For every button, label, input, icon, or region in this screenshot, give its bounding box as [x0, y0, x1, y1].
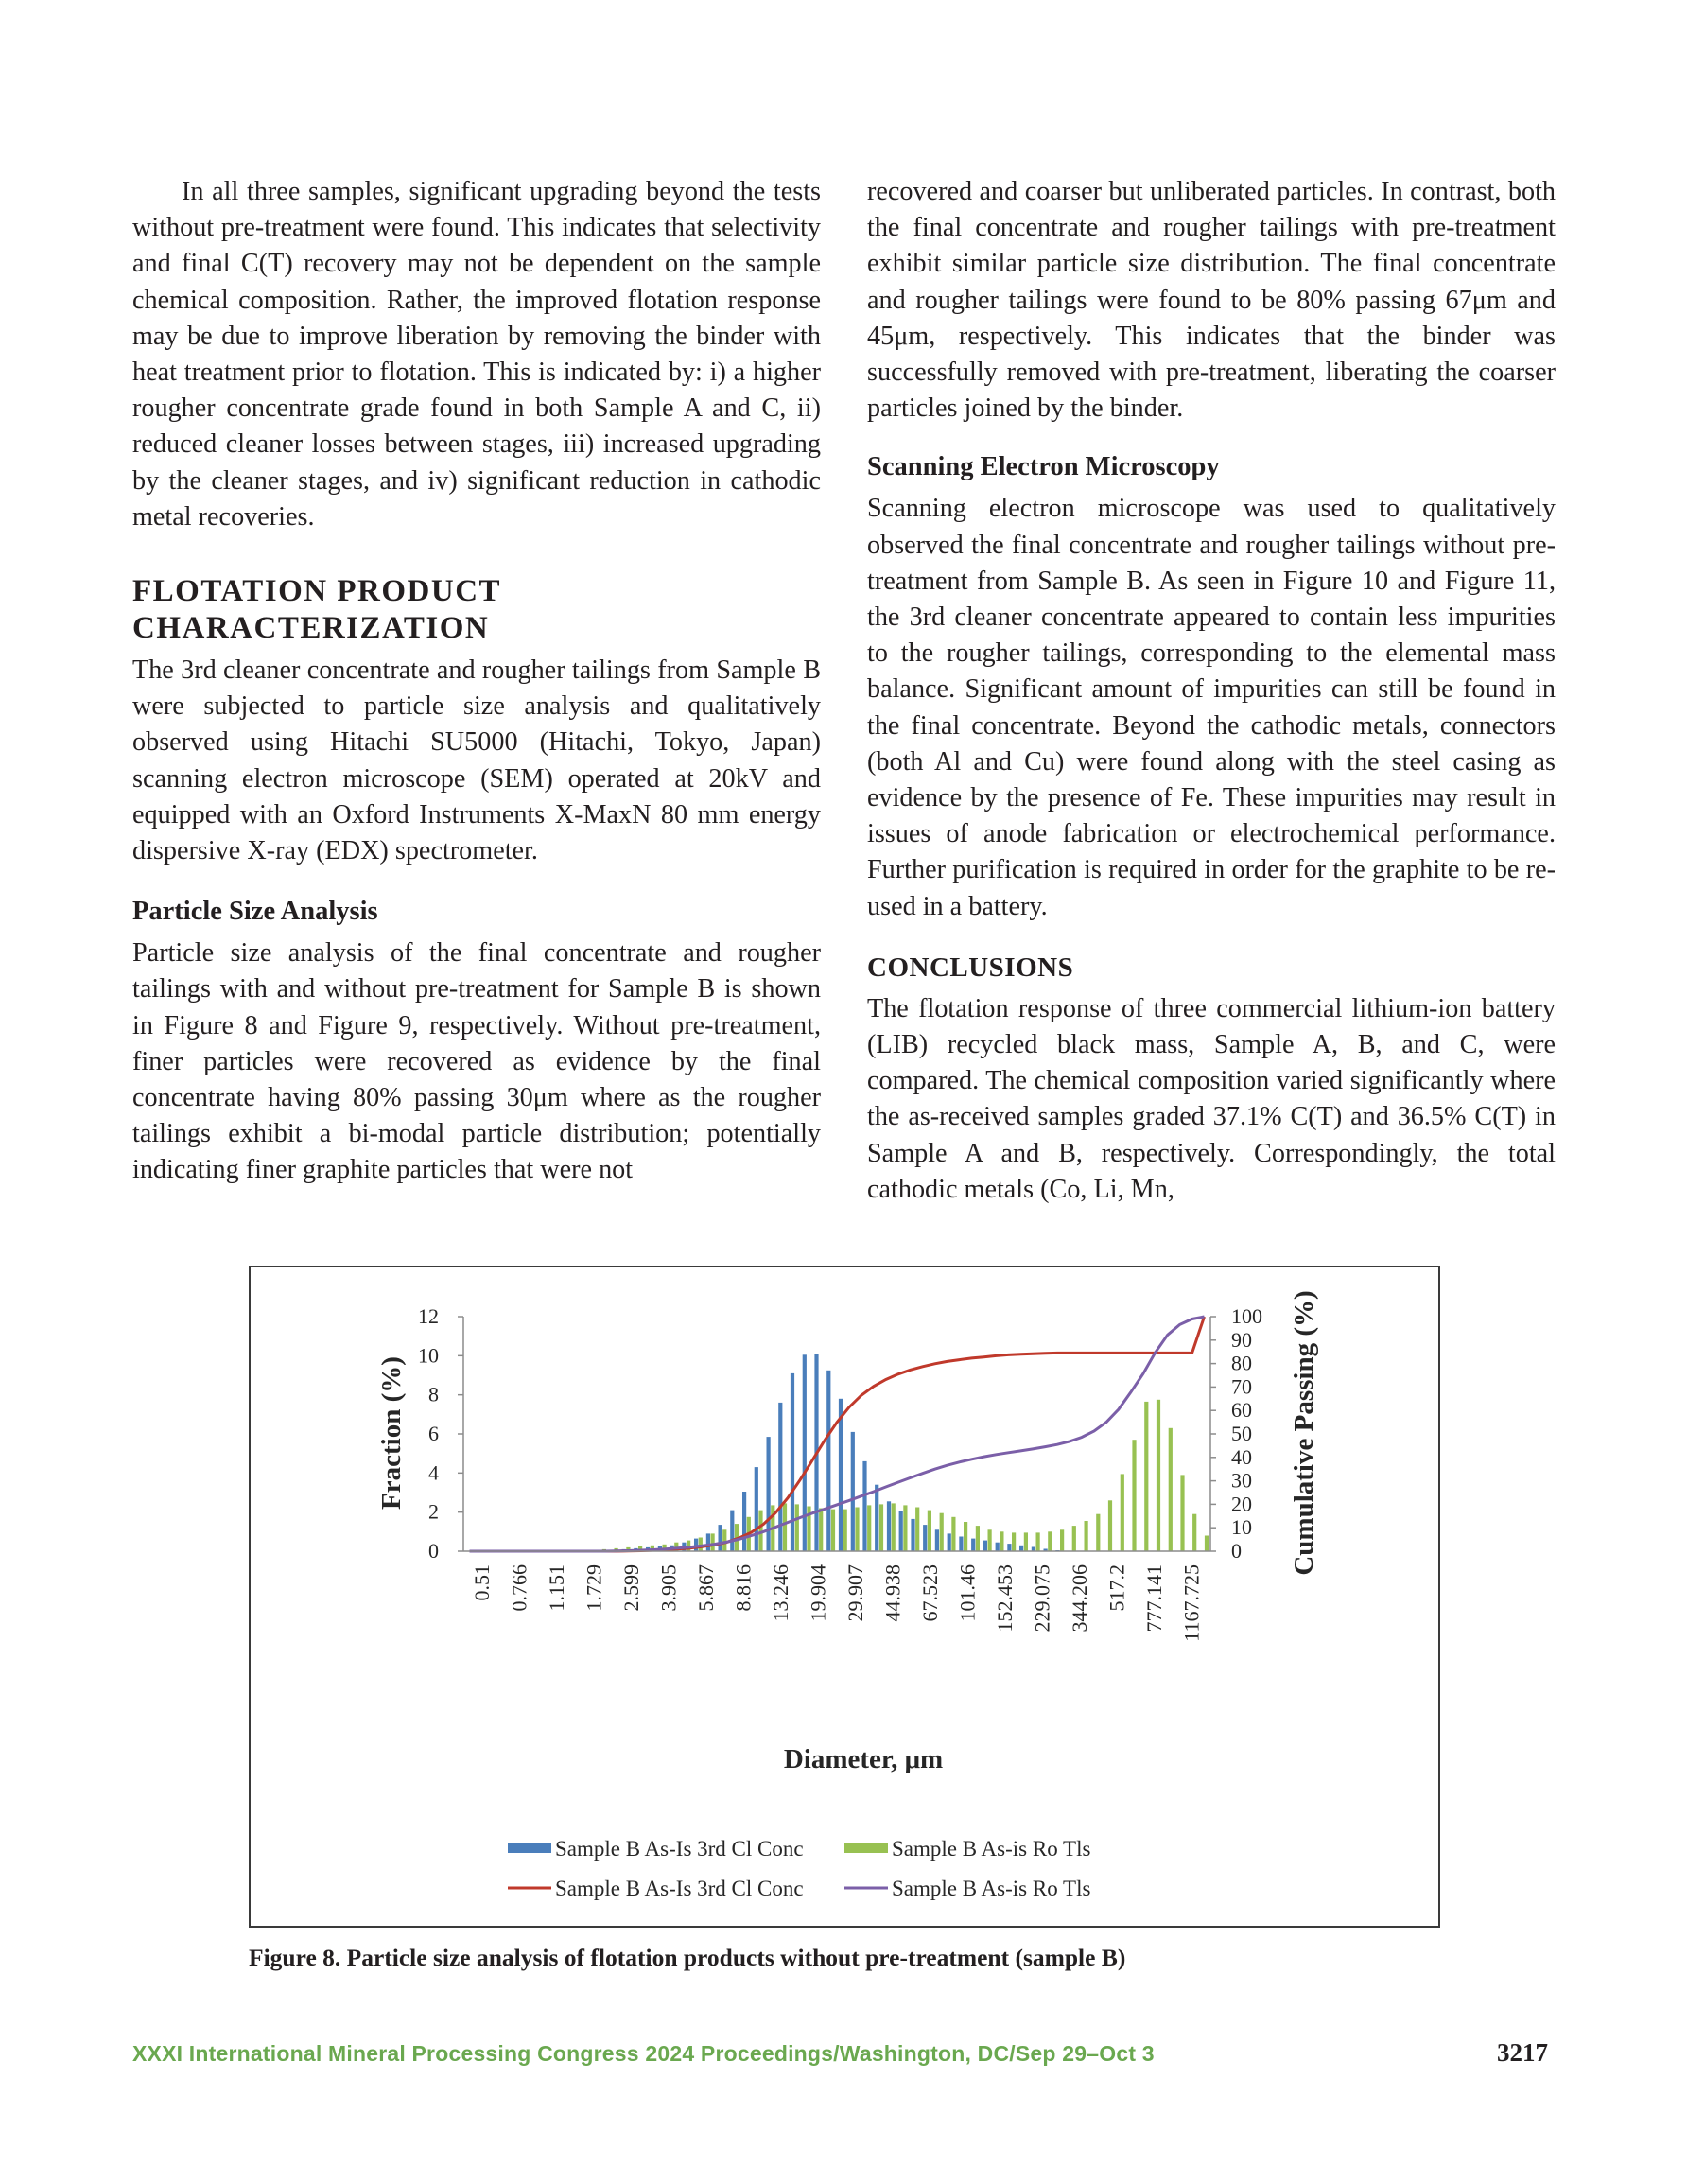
tls-fraction-bar: [1000, 1531, 1003, 1551]
y-tick-label: 4: [428, 1460, 439, 1485]
tls-fraction-bar: [867, 1505, 871, 1551]
tls-fraction-bar: [1132, 1440, 1136, 1551]
y2-tick-label: 70: [1231, 1374, 1252, 1399]
y-tick-label: 6: [428, 1422, 439, 1445]
tls-fraction-bar: [1096, 1514, 1100, 1551]
legend-label: Sample B As-Is 3rd Cl Conc: [555, 1837, 804, 1861]
legend-swatch: [844, 1843, 888, 1853]
tls-fraction-bar: [879, 1504, 883, 1551]
y-tick-label: 10: [418, 1343, 439, 1368]
section-heading-line1: FLOTATION PRODUCT: [132, 574, 502, 609]
x-tick-label: 1.151: [544, 1564, 568, 1612]
section-heading: [132, 573, 821, 647]
legend-label: Sample B As-is Ro Tls: [892, 1877, 1091, 1900]
tls-fraction-bar: [1205, 1536, 1209, 1552]
x-tick-label: 19.904: [806, 1564, 830, 1622]
tls-fraction-bar: [964, 1522, 967, 1551]
legend-swatch: [508, 1843, 551, 1853]
y2-tick-label: 30: [1231, 1468, 1252, 1493]
conc-fraction-bar: [935, 1529, 939, 1551]
left-column: [132, 174, 821, 1189]
x-tick-label: 5.867: [693, 1564, 718, 1612]
x-tick-label: 1167.725: [1179, 1564, 1204, 1642]
section-heading-line2: CHARACTERIZATION: [132, 611, 490, 646]
x-tick-label: 3.905: [656, 1564, 681, 1612]
tls-fraction-bar: [892, 1503, 896, 1551]
figure-caption: Figure 8. Particle size analysis of flotation products without pre-treatment (sample B): [249, 1944, 1126, 1971]
conc-fraction-bar: [971, 1539, 975, 1551]
conclusions-heading: CONCLUSIONS: [867, 952, 1074, 983]
tls-fraction-bar: [1108, 1500, 1112, 1551]
x-tick-label: 8.816: [731, 1564, 756, 1612]
tls-fraction-bar: [1085, 1521, 1088, 1551]
tls-fraction-bar: [1012, 1532, 1016, 1551]
y2-tick-label: 40: [1231, 1444, 1252, 1469]
tls-fraction-bar: [1036, 1532, 1040, 1551]
conc-cumulative-line: [470, 1317, 1205, 1551]
x-tick-label: 2.599: [618, 1564, 643, 1612]
tls-fraction-bar: [1072, 1526, 1076, 1551]
tls-fraction-bar: [951, 1517, 955, 1551]
tls-fraction-bar: [940, 1513, 944, 1551]
body-paragraph: recovered and coarser but unliberated particles. In contrast, both the final concentrate and rougher tailings with pre-treatment exhibit similar particle size distribution. The final concentrate and rougher tailings were found to be 80% passing 67μm and 45μm, respectively. This indicates that the binder was successfully removed with pre-treatment, liberating the coarser particles joined by the binder.: [867, 177, 1556, 424]
conc-fraction-bar: [996, 1543, 1000, 1551]
y2-axis-title: Cumulative Passing (%): [1289, 1290, 1319, 1576]
tls-fraction-bar: [699, 1538, 703, 1552]
x-tick-label: 101.46: [955, 1564, 980, 1622]
tls-fraction-bar: [928, 1511, 931, 1551]
tls-fraction-bar: [1157, 1400, 1160, 1551]
tls-fraction-bar: [1060, 1529, 1064, 1551]
right-column: [867, 174, 1556, 1208]
x-tick-label: 777.141: [1141, 1564, 1166, 1633]
tls-fraction-bar: [976, 1526, 980, 1551]
x-tick-label: 67.523: [917, 1564, 942, 1622]
y-tick-label: 12: [418, 1304, 439, 1328]
x-axis-title: Diameter, μm: [783, 1744, 944, 1774]
tls-fraction-bar: [831, 1510, 835, 1551]
body-paragraph: The flotation response of three commercial lithium-ion battery (LIB) recycled black mass, Sample A, B, and C, were compared. The chemical composition varied significantly where the as-received samples graded 37.1% C(T) and 36.5% C(T) in Sample A and B, respectively. Correspondingly, the total cathodic metals (Co, Li, Mn,: [867, 993, 1556, 1204]
conc-fraction-bar: [826, 1371, 830, 1551]
tls-fraction-bar: [1192, 1514, 1196, 1551]
tls-fraction-bar: [855, 1508, 859, 1552]
x-tick-label: 517.2: [1104, 1564, 1129, 1612]
conc-fraction-bar: [778, 1403, 782, 1551]
x-tick-label: 0.51: [469, 1564, 494, 1601]
page-number: 3217: [1497, 2038, 1548, 2067]
x-tick-label: 13.246: [768, 1564, 792, 1622]
figure-chart: [249, 1266, 1440, 1928]
tls-fraction-bar: [988, 1529, 992, 1551]
tls-fraction-bar: [819, 1509, 823, 1552]
conc-fraction-bar: [730, 1511, 734, 1551]
conc-fraction-bar: [791, 1373, 794, 1551]
tls-fraction-bar: [711, 1533, 715, 1551]
body-paragraph: In all three samples, significant upgrading beyond the tests without pre-treatment were found. This indicates that selectivity and final C(T) recovery may not be dependent on the sample chemical composition. Rather, the improved flotation response may be due to improve liberation by removing the binder with heat treatment prior to flotation. This is indicated by: i) a higher rougher concentrate grade found in both Sample A and C, ii) reduced cleaner losses between stages, iii) increased upgrading by the cleaner stages, and iv) significant reduction in cathodic metal recoveries.: [132, 177, 821, 532]
tls-fraction-bar: [1169, 1428, 1173, 1551]
tls-fraction-bar: [1121, 1474, 1124, 1551]
x-tick-label: 29.907: [843, 1564, 867, 1622]
tls-fraction-bar: [844, 1510, 847, 1551]
body-paragraph: Particle size analysis of the final concentrate and rougher tailings with and without pre-treatment for Sample B is shown in Figure 8 and Figure 9, respectively. Without pre-treatment, finer particles were recovered as evidence by the final concentrate having 80% passing 30μm where as the rougher tailings exhibit a bi-modal particle distribution; potentially indicating finer graphite particles that were not: [132, 938, 821, 1185]
y2-tick-label: 100: [1231, 1304, 1262, 1328]
conc-fraction-bar: [706, 1533, 710, 1551]
conc-fraction-bar: [719, 1525, 722, 1551]
tls-fraction-bar: [903, 1505, 907, 1551]
conc-fraction-bar: [755, 1467, 758, 1551]
x-tick-label: 344.206: [1067, 1564, 1091, 1633]
x-tick-label: 229.075: [1030, 1564, 1054, 1633]
conc-fraction-bar: [911, 1519, 914, 1551]
y2-tick-label: 80: [1231, 1351, 1252, 1375]
conc-fraction-bar: [767, 1437, 771, 1551]
y-tick-label: 8: [428, 1382, 439, 1406]
body-paragraph: Scanning electron microscope was used to qualitatively observed the final concentrate and rougher tailings without pre-treatment from Sample B. As seen in Figure 10 and Figure 11, the 3rd cleaner concentrate appeared to contain less impurities to the rougher tailings, corresponding to the elemental mass balance. Significant amount of impurities can still be found in the final concentrate. Beyond the cathodic metals, connectors (both Al and Cu) were found along with the steel casing as evidence by the presence of Fe. These impurities may result in issues of anode fabrication or electrochemical performance. Further purification is required in order for the graphite to be re-used in a battery.: [867, 494, 1556, 921]
tls-fraction-bar: [1024, 1532, 1028, 1551]
tls-fraction-bar: [1180, 1475, 1184, 1551]
y-tick-label: 2: [428, 1499, 439, 1524]
subsection-heading: Particle Size Analysis: [132, 897, 378, 927]
conc-fraction-bar: [1007, 1544, 1011, 1551]
x-tick-label: 152.453: [992, 1564, 1017, 1633]
conc-fraction-bar: [742, 1492, 746, 1551]
y2-tick-label: 50: [1231, 1422, 1252, 1445]
y-axis-title: Fraction (%): [376, 1356, 407, 1510]
legend-label: Sample B As-Is 3rd Cl Conc: [555, 1877, 804, 1900]
legend-label: Sample B As-is Ro Tls: [892, 1837, 1091, 1861]
y-tick-label: 0: [428, 1539, 439, 1563]
y2-tick-label: 20: [1231, 1492, 1252, 1516]
conc-fraction-bar: [803, 1354, 807, 1551]
conc-fraction-bar: [887, 1501, 891, 1551]
conc-fraction-bar: [983, 1541, 987, 1551]
x-tick-label: 1.729: [582, 1564, 606, 1612]
conc-fraction-bar: [851, 1432, 855, 1551]
conc-fraction-bar: [899, 1511, 903, 1551]
footer-proceedings: XXXI International Mineral Processing Congress 2024 Proceedings/Washington, DC/Sep 29–Oct 3: [132, 2041, 1155, 2066]
tls-fraction-bar: [722, 1529, 726, 1551]
conc-fraction-bar: [959, 1537, 963, 1552]
tls-fraction-bar: [795, 1504, 799, 1551]
y2-tick-label: 0: [1231, 1539, 1242, 1563]
x-tick-label: 0.766: [507, 1564, 531, 1612]
conc-fraction-bar: [1019, 1546, 1023, 1551]
conc-fraction-bar: [862, 1461, 866, 1551]
conc-fraction-bar: [923, 1525, 927, 1551]
y2-tick-label: 90: [1231, 1327, 1252, 1352]
conc-fraction-bar: [948, 1533, 951, 1551]
body-paragraph: The 3rd cleaner concentrate and rougher tailings from Sample B were subjected to particle size analysis and qualitatively observed using Hitachi SU5000 (Hitachi, Tokyo, Japan) scanning electron microscope (SEM) operated at 20kV and equipped with an Oxford Instruments X-MaxN 80 mm energy dispersive X-ray (EDX) spectrometer.: [132, 655, 821, 866]
y2-tick-label: 60: [1231, 1398, 1252, 1423]
x-tick-label: 44.938: [880, 1564, 905, 1622]
tls-fraction-bar: [915, 1508, 919, 1552]
y2-tick-label: 10: [1231, 1515, 1252, 1540]
particle-size-chart: [251, 1267, 1437, 1925]
chart-legend: [508, 1837, 1090, 1900]
conc-fraction-bar: [694, 1539, 698, 1551]
subsection-heading: Scanning Electron Microscopy: [867, 452, 1220, 482]
tls-fraction-bar: [783, 1503, 787, 1551]
tls-fraction-bar: [1048, 1531, 1052, 1551]
tls-fraction-bar: [1144, 1402, 1148, 1551]
conc-fraction-bar: [875, 1485, 878, 1551]
